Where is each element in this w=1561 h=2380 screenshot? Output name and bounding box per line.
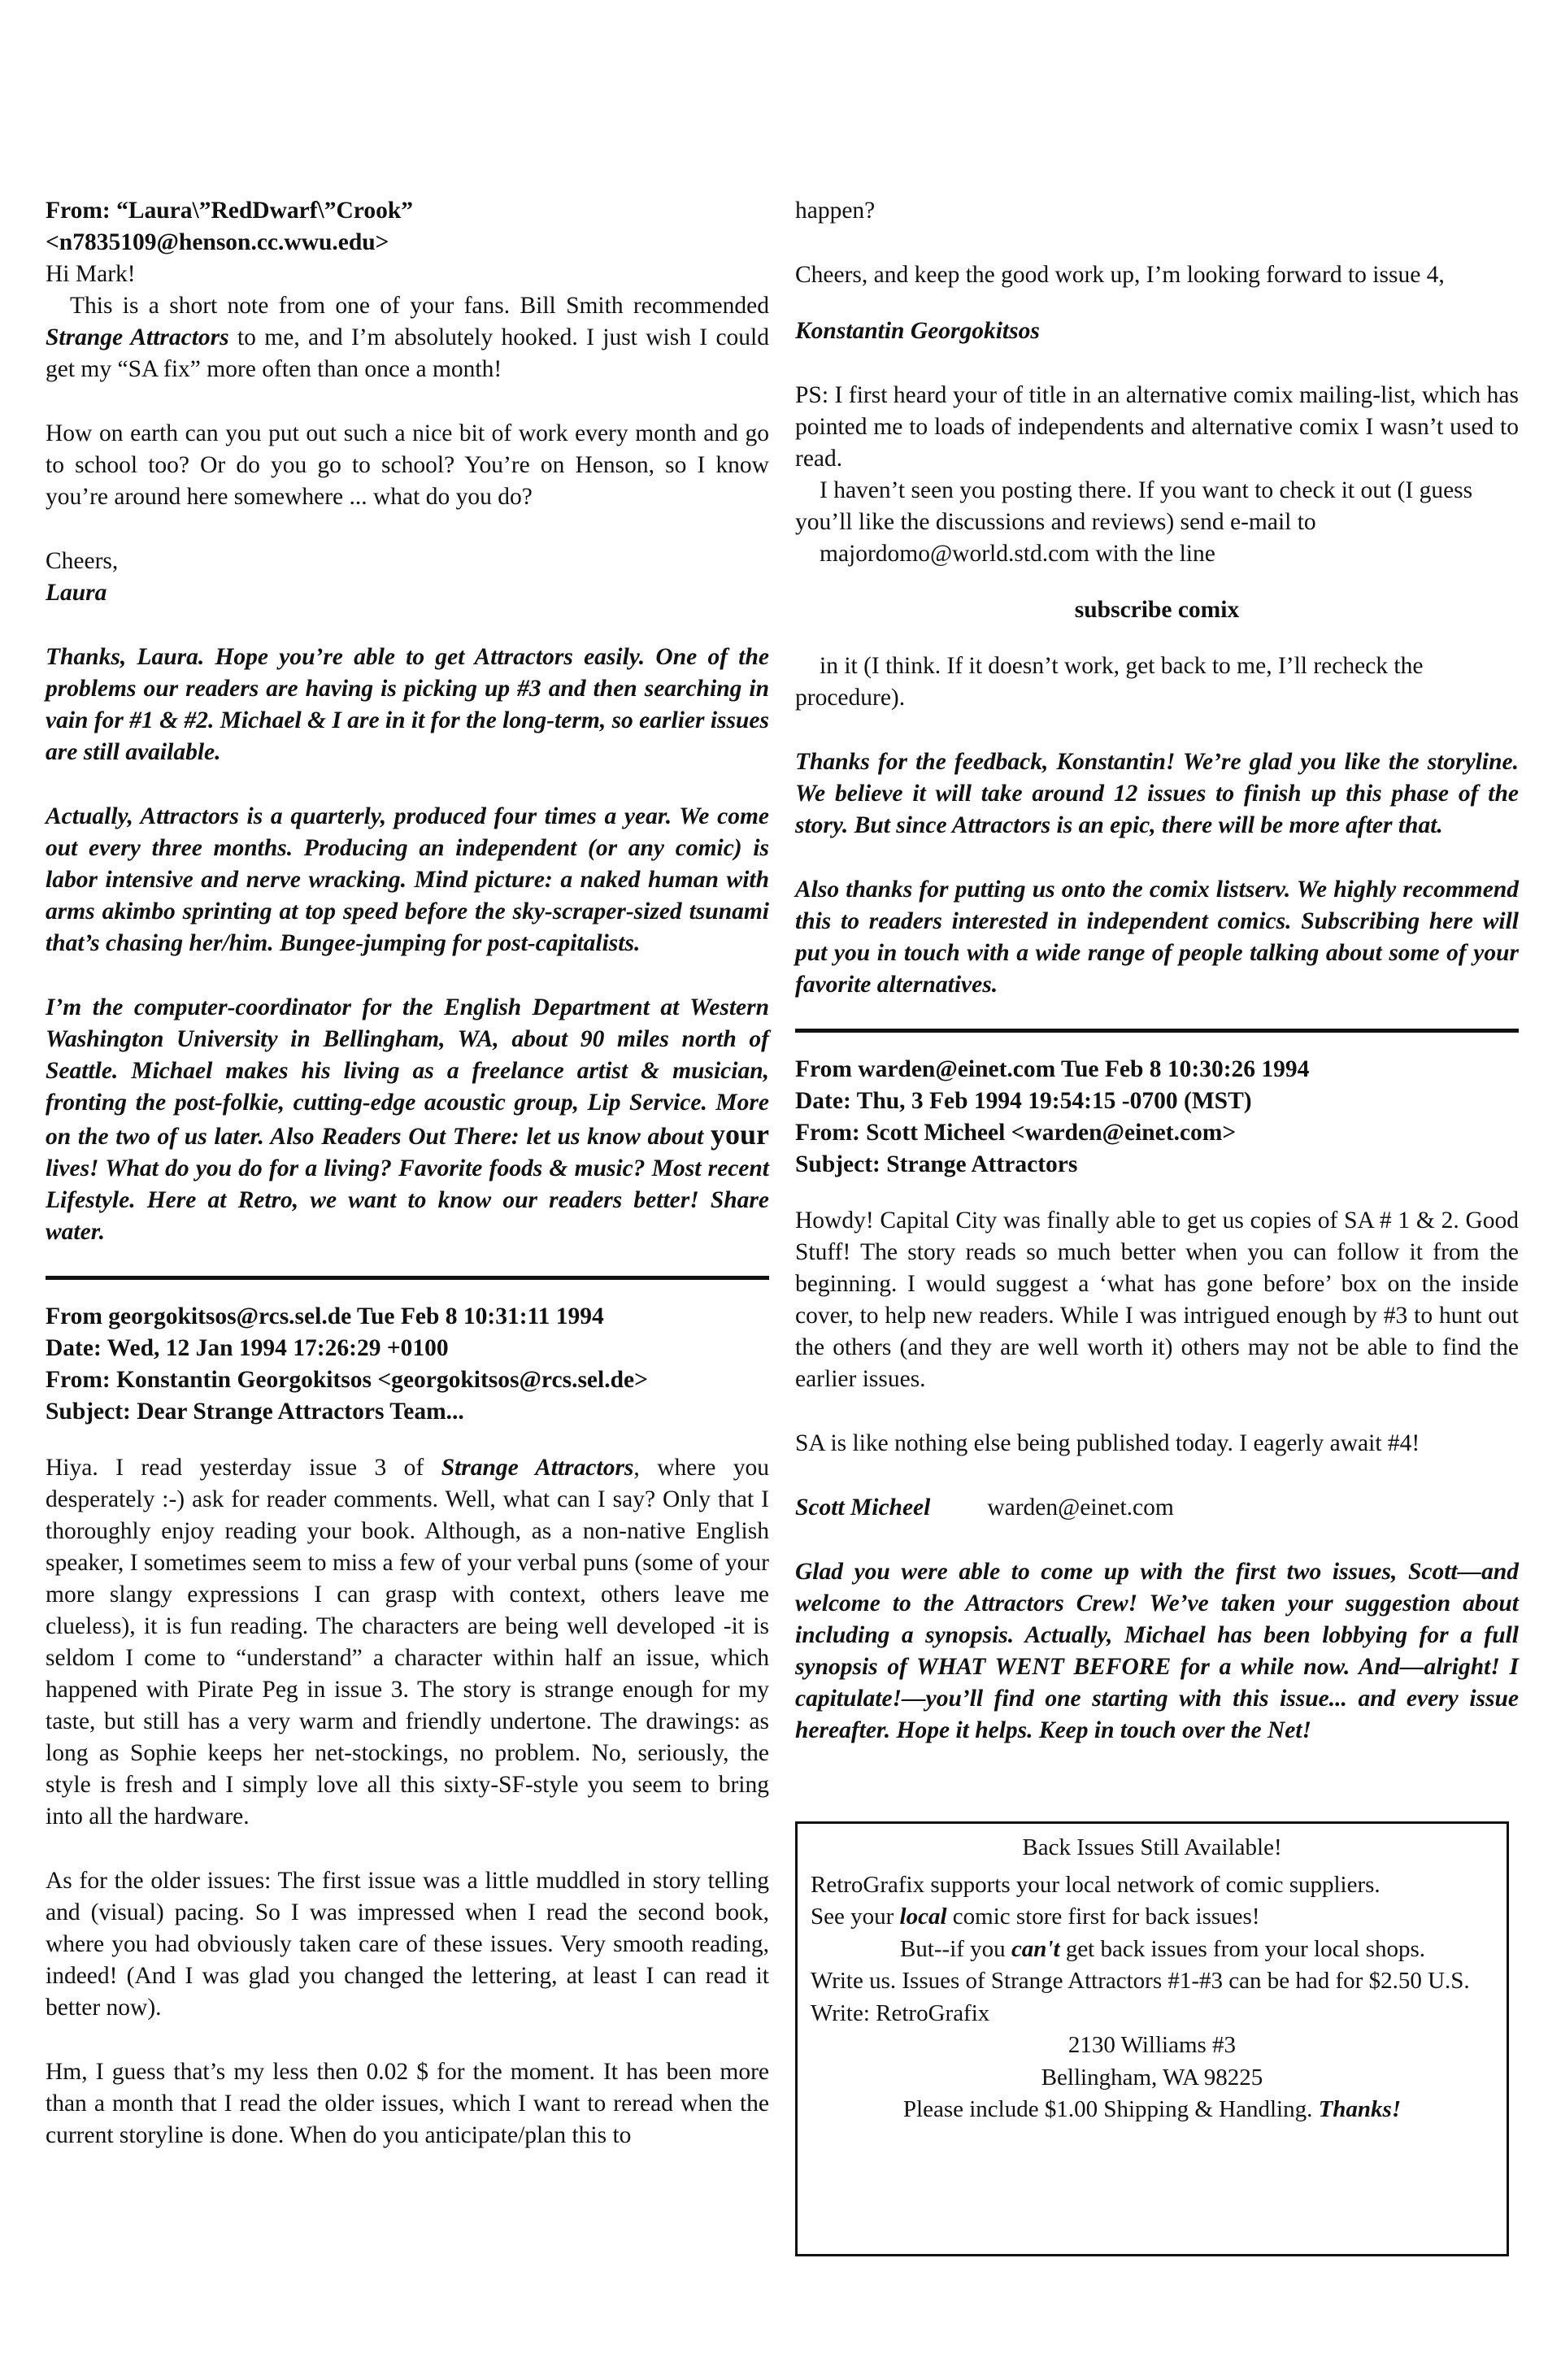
ad-line-2 xyxy=(811,1901,1494,1934)
reply-konstantin-paragraph-1: Thanks for the feedback, Konstantin! We’re glad you like the storyline. We believe it will take around 12 issues to finish up this phase of the story. But since Attractors is an epic, there will be more after that. xyxy=(795,749,1519,838)
text-run: I’m the computer-coordinator for the English Department at Western Washington University in Bellingham, WA, about 90 miles north of Seattle. Michael makes his living as a freelance artist & musician, fronting the post-folkie, cutting-edge acoustic group, Lip Service. More on the two of us later. Also Readers Out There: let us know about xyxy=(46,994,769,1150)
ad-title: Back Issues Still Available! xyxy=(1022,1834,1282,1860)
konstantin-ps-command: subscribe comix xyxy=(1074,597,1240,623)
title-run: Strange Attractors xyxy=(441,1455,634,1481)
scott-letter-header xyxy=(795,1054,1519,1181)
left-column xyxy=(46,195,769,2152)
reply-laura-paragraph-1: Thanks, Laura. Hope you’re able to get Attractors easily. One of the problems our readers are having is picking up #3 and then searching in vain for #1 & #2. Michael & I are in it for the long-term, so earlier issues are still available. xyxy=(46,644,769,765)
header-line: Date: Thu, 3 Feb 1994 19:54:15 -0700 (MST) xyxy=(795,1088,1252,1114)
ad-line-3 xyxy=(811,1934,1494,1966)
emphasis-run: can't xyxy=(1011,1935,1060,1962)
konstantin-ps-email: majordomo@world.std.com with the line xyxy=(820,541,1215,567)
laura-from-line: From: “Laura\”RedDwarf\”Crook” xyxy=(46,198,414,224)
title-run: Strange Attractors xyxy=(46,324,229,350)
ad-line-1: RetroGrafix supports your local network of comic suppliers. xyxy=(811,1871,1381,1898)
konstantin-ps-1: PS: I first heard your of title in an alternative comix mailing-list, which has pointed me to loads of independents and alternative comix I wasn’t used to read. xyxy=(795,382,1519,472)
header-line: Date: Wed, 12 Jan 1994 17:26:29 +0100 xyxy=(46,1335,449,1361)
laura-greeting: Hi Mark! xyxy=(46,261,136,287)
konstantin-letter-header xyxy=(46,1301,769,1428)
header-line: Subject: Dear Strange Attractors Team... xyxy=(46,1399,464,1425)
ad-address-2: Bellingham, WA 98225 xyxy=(1041,2064,1263,2091)
emphasis-run: local xyxy=(899,1904,947,1930)
scott-paragraph-2: SA is like nothing else being published today. I eagerly await #4! xyxy=(795,1430,1420,1456)
laura-closing: Cheers, xyxy=(46,548,119,574)
text-run: lives! What do you do for a living? Favorite foods & music? Most recent Lifestyle. Here at Retro, we want to know our readers better! Share water. xyxy=(46,1155,769,1245)
konstantin-paragraph-2: As for the older issues: The first issue was a little muddled in story telling and (visual) pacing. So I was impressed when I read the second book, where you had obviously taken care of these issues. Very smooth reading, indeed! (And I was glad you changed the lettering, at least I can read it better now). xyxy=(46,1868,769,2021)
scott-signature-row xyxy=(795,1492,1519,1524)
reply-laura-paragraph-2: Actually, Attractors is a quarterly, produced four times a year. We come out every three months. Producing an independent (or any comic) is labor intensive and nerve wracking. Mind picture: a naked human with arms akimbo sprinting at top speed before the sky-scraper-sized tsunami that’s chasing her/him. Bungee-jumping for post-capitalists. xyxy=(46,803,769,956)
emphasis-run: your xyxy=(711,1118,769,1151)
text-run: comic store first for back issues! xyxy=(946,1904,1260,1930)
scott-signature-email: warden@einet.com xyxy=(987,1495,1174,1521)
header-line: From georgokitsos@rcs.sel.de Tue Feb 8 10:31:11 1994 xyxy=(46,1303,604,1329)
text-run: This is a short note from one of your fans. Bill Smith recommended xyxy=(70,293,769,319)
ad-line-4: Write us. Issues of Strange Attractors #1-#3 can be had for $2.50 U.S. Write: RetroGrafix xyxy=(811,1968,1470,2026)
ad-shipping xyxy=(811,2094,1494,2126)
section-divider xyxy=(46,1276,769,1280)
laura-letter-header xyxy=(46,195,769,259)
konstantin-ps-2: I haven’t seen you posting there. If you want to check it out (I guess you’ll like the discussions and reviews) send e-mail to xyxy=(795,477,1473,535)
header-line: From warden@einet.com Tue Feb 8 10:30:26 1994 xyxy=(795,1056,1310,1082)
section-divider xyxy=(795,1029,1519,1033)
reply-konstantin-paragraph-2: Also thanks for putting us onto the comix listserv. We highly recommend this to readers interested in independent comics. Subscribing here will put you in touch with a wide range of people talking about some of your favorite alternatives. xyxy=(795,877,1519,998)
right-column xyxy=(795,195,1519,1747)
reply-laura-paragraph-3 xyxy=(46,992,769,1248)
laura-paragraph-1 xyxy=(46,290,769,385)
konstantin-paragraph-4: Cheers, and keep the good work up, I’m looking forward to issue 4, xyxy=(795,262,1445,288)
text-run: Please include $1.00 Shipping & Handling. xyxy=(902,2096,1319,2122)
text-run: Hiya. I read yesterday issue 3 of xyxy=(46,1455,441,1481)
text-run: to me, and I’m absolutely hooked. I just wish I could get my “SA fix” more often than once a month! xyxy=(46,324,769,382)
ad-address-1: 2130 Williams #3 xyxy=(1067,2032,1237,2058)
emphasis-run: Thanks! xyxy=(1318,2096,1402,2122)
text-run: But--if you xyxy=(900,1935,1011,1962)
text-run: See your xyxy=(811,1904,900,1930)
konstantin-paragraph-1 xyxy=(46,1452,769,1833)
konstantin-paragraph-3: Hm, I guess that’s my less then 0.02 $ for the moment. It has been more than a month that I read the older issues, which I want to reread when the current storyline is done. When do you anticipate/plan this to xyxy=(46,2059,769,2148)
header-line: From: Konstantin Georgokitsos <georgokitsos@rcs.sel.de> xyxy=(46,1367,648,1393)
text-run: get back issues from your local shops. xyxy=(1059,1935,1425,1962)
header-line: Subject: Strange Attractors xyxy=(795,1151,1078,1177)
text-run: , where you desperately :-) ask for reader comments. Well, what can I say? Only that I thoroughly enjoy reading your book. Although, as a non-native English speaker, I sometimes seem to miss a few of your verbal puns (some of your more slangy expressions I can grasp with context, others leave me clueless), it is fun reading. The characters are being well developed -it is seldom I come to “understand” a character within half an issue, which happened with Pirate Peg in issue 3. The story is strange enough for my taste, but still has a very warm and friendly undertone. The drawings: as long as Sophie keeps her net-stockings, no problem. No, seriously, the style is fresh and I simply love all this sixty-SF-style you seem to bring into all the hardware. xyxy=(46,1455,769,1830)
konstantin-ps-3: in it (I think. If it doesn’t work, get back to me, I’ll recheck the procedure). xyxy=(795,653,1424,711)
laura-email-line: <n7835109@henson.cc.wwu.edu> xyxy=(46,229,389,255)
laura-signature: Laura xyxy=(46,580,107,606)
scott-paragraph-1: Howdy! Capital City was finally able to get us copies of SA # 1 & 2. Good Stuff! The story reads so much better when you can follow it from the beginning. I would suggest a ‘what has gone before’ box on the inside cover, to help new readers. While I was intrigued enough by #3 to hunt out the others (and they are well worth it) others may not be able to find the earlier issues. xyxy=(795,1207,1519,1392)
back-issues-ad xyxy=(795,1821,1509,2256)
laura-paragraph-2: How on earth can you put out such a nice bit of work every month and go to school too? Or do you go to school? You’re on Henson, so I know you’re around here somewhere ... what do you do? xyxy=(46,420,769,510)
scott-signature: Scott Micheel xyxy=(795,1495,931,1521)
konstantin-paragraph-3-continued: happen? xyxy=(795,198,876,224)
reply-scott-paragraph-1: Glad you were able to come up with the first two issues, Scott—and welcome to the Attractors Crew! We’ve taken your suggestion about including a synopsis. Actually, Michael has been lobbying for a full synopsis of WHAT WENT BEFORE for a while now. And—alright! I capitulate!—you’ll find one starting with this issue... and every issue hereafter. Hope it helps. Keep in touch over the Net! xyxy=(795,1559,1519,1743)
konstantin-signature: Konstantin Georgokitsos xyxy=(795,318,1040,344)
header-line: From: Scott Micheel <warden@einet.com> xyxy=(795,1120,1237,1146)
